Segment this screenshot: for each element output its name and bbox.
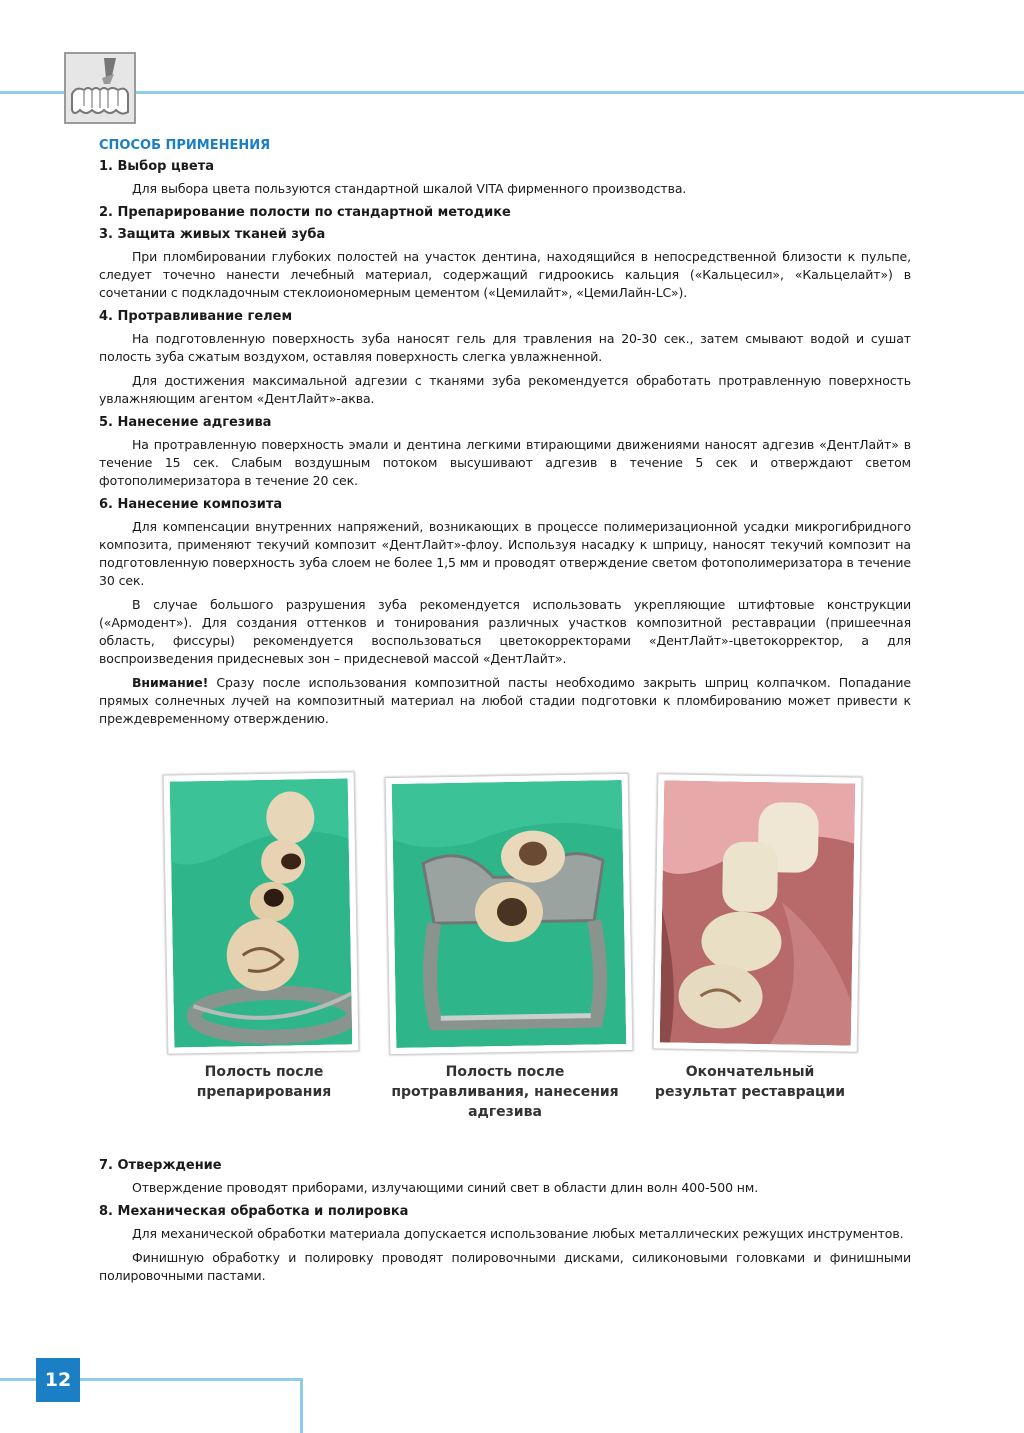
instructions-part-1 <box>99 158 911 734</box>
photo-cavity-prepared <box>163 771 360 1054</box>
paragraph: Для компенсации внутренних напряжений, возникающих в процессе полимеризационной усадки микрогибридного композита, применяют текучий композит «ДентЛайт»-флоу. Используя насадку к шприцу, наносят текучий композит на подготовленную поверхность зуба слоем не более 1,5 мм и проводят отверждение светом фотополимеризатора в течение 30 сек. <box>99 519 912 588</box>
caption-line: результат реставрации <box>654 1084 846 1100</box>
caption-photo-2 <box>380 1062 630 1122</box>
caption-line: Окончательный <box>685 1064 815 1080</box>
photo-final-result <box>653 773 863 1053</box>
paragraph: При пломбировании глубоких полостей на участок дентина, находящийся в непосредственной близости к пульпе, следует точечно нанести лечебный материал, содержащий гидроокись кальция («Кальцесил», «Кальцелайт») в сочетании с подкладочным стеклоиономерным цементом («Цемилайт», «ЦемиЛайн-LC»). <box>99 249 911 300</box>
paragraph: Для выбора цвета пользуются стандартной шкалой VITA фирменного производства. <box>132 181 687 196</box>
caption-line: Полость после <box>445 1064 565 1080</box>
paragraph: Финишную обработку и полировку проводят полировочными дисками, силиконовыми головками и финишными полировочными пастами. <box>99 1250 911 1283</box>
caption-line: адгезива <box>468 1104 542 1120</box>
paragraph: В случае большого разрушения зуба рекомендуется использовать укрепляющие штифтовые конструкции («Армодент»). Для создания оттенков и тонирования различных участков композитной реставрации (пришеечная область, фиссуры) рекомендуется воспользоваться цветокорректорами «ДентЛайт»-цветокорректор, а для воспроизведения придесневых зон – придесневой массой «ДентЛайт». <box>99 597 911 666</box>
caption-photo-1 <box>139 1062 389 1102</box>
photo-image <box>170 778 353 1047</box>
paragraph: На протравленную поверхность эмали и дентина легкими втирающими движениями наносят адгезив «ДентЛайт» в течение 15 сек. Слабым воздушным потоком высушивают адгезив в течение 5 сек и отверждают светом фотополимеризатора в течение 20 сек. <box>99 437 911 488</box>
paragraph: Для достижения максимальной адгезии с тканями зуба рекомендуется обработать протравленную поверхность увлажняющим агентом «ДентЛайт»-аква. <box>99 373 911 406</box>
heading-composite: 6. Нанесение композита <box>99 497 283 512</box>
warning-paragraph <box>99 674 911 728</box>
heading-color-selection: 1. Выбор цвета <box>99 159 215 174</box>
heading-cavity-preparation: 2. Препарирование полости по стандартной методике <box>99 205 511 220</box>
caption-line: Полость после <box>204 1064 324 1080</box>
page-number: 12 <box>36 1358 80 1402</box>
heading-adhesive: 5. Нанесение адгезива <box>99 415 272 430</box>
heading-tissue-protection: 3. Защита живых тканей зуба <box>99 227 326 242</box>
heading-curing: 7. Отверждение <box>99 1158 222 1173</box>
photo-cavity-etched <box>385 773 634 1055</box>
paragraph: На подготовленную поверхность зуба наносят гель для травления на 20-30 сек., затем смывают водой и сушат полость зуба сжатым воздухом, оставляя поверхность слегка увлажненной. <box>99 331 911 364</box>
dental-logo-icon <box>64 52 136 124</box>
caption-photo-3 <box>625 1062 875 1102</box>
photo-image <box>660 780 856 1045</box>
paragraph: Отверждение проводят приборами, излучающими синий свет в области длин волн 400-500 нм. <box>132 1180 759 1195</box>
header-rule <box>0 91 1024 94</box>
caption-line: препарирования <box>196 1084 332 1100</box>
paragraph: Для механической обработки материала допускается использование любых металлических режущих инструментов. <box>132 1226 904 1241</box>
caption-line: протравливания, нанесения <box>391 1084 619 1100</box>
warning-label: Внимание! <box>132 675 209 690</box>
heading-gel-etching: 4. Протравливание гелем <box>99 309 293 324</box>
instructions-part-2 <box>99 1157 911 1291</box>
heading-polishing: 8. Механическая обработка и полировка <box>99 1204 409 1219</box>
photo-image <box>392 780 627 1048</box>
section-title: СПОСОБ ПРИМЕНЕНИЯ <box>99 138 271 153</box>
warning-text: Сразу после использования композитной пасты необходимо закрыть шприц колпачком. Попадание прямых солнечных лучей на композитный материал на любой стадии подготовки к пломбированию может привести к преждевременному отверждению. <box>99 675 911 726</box>
